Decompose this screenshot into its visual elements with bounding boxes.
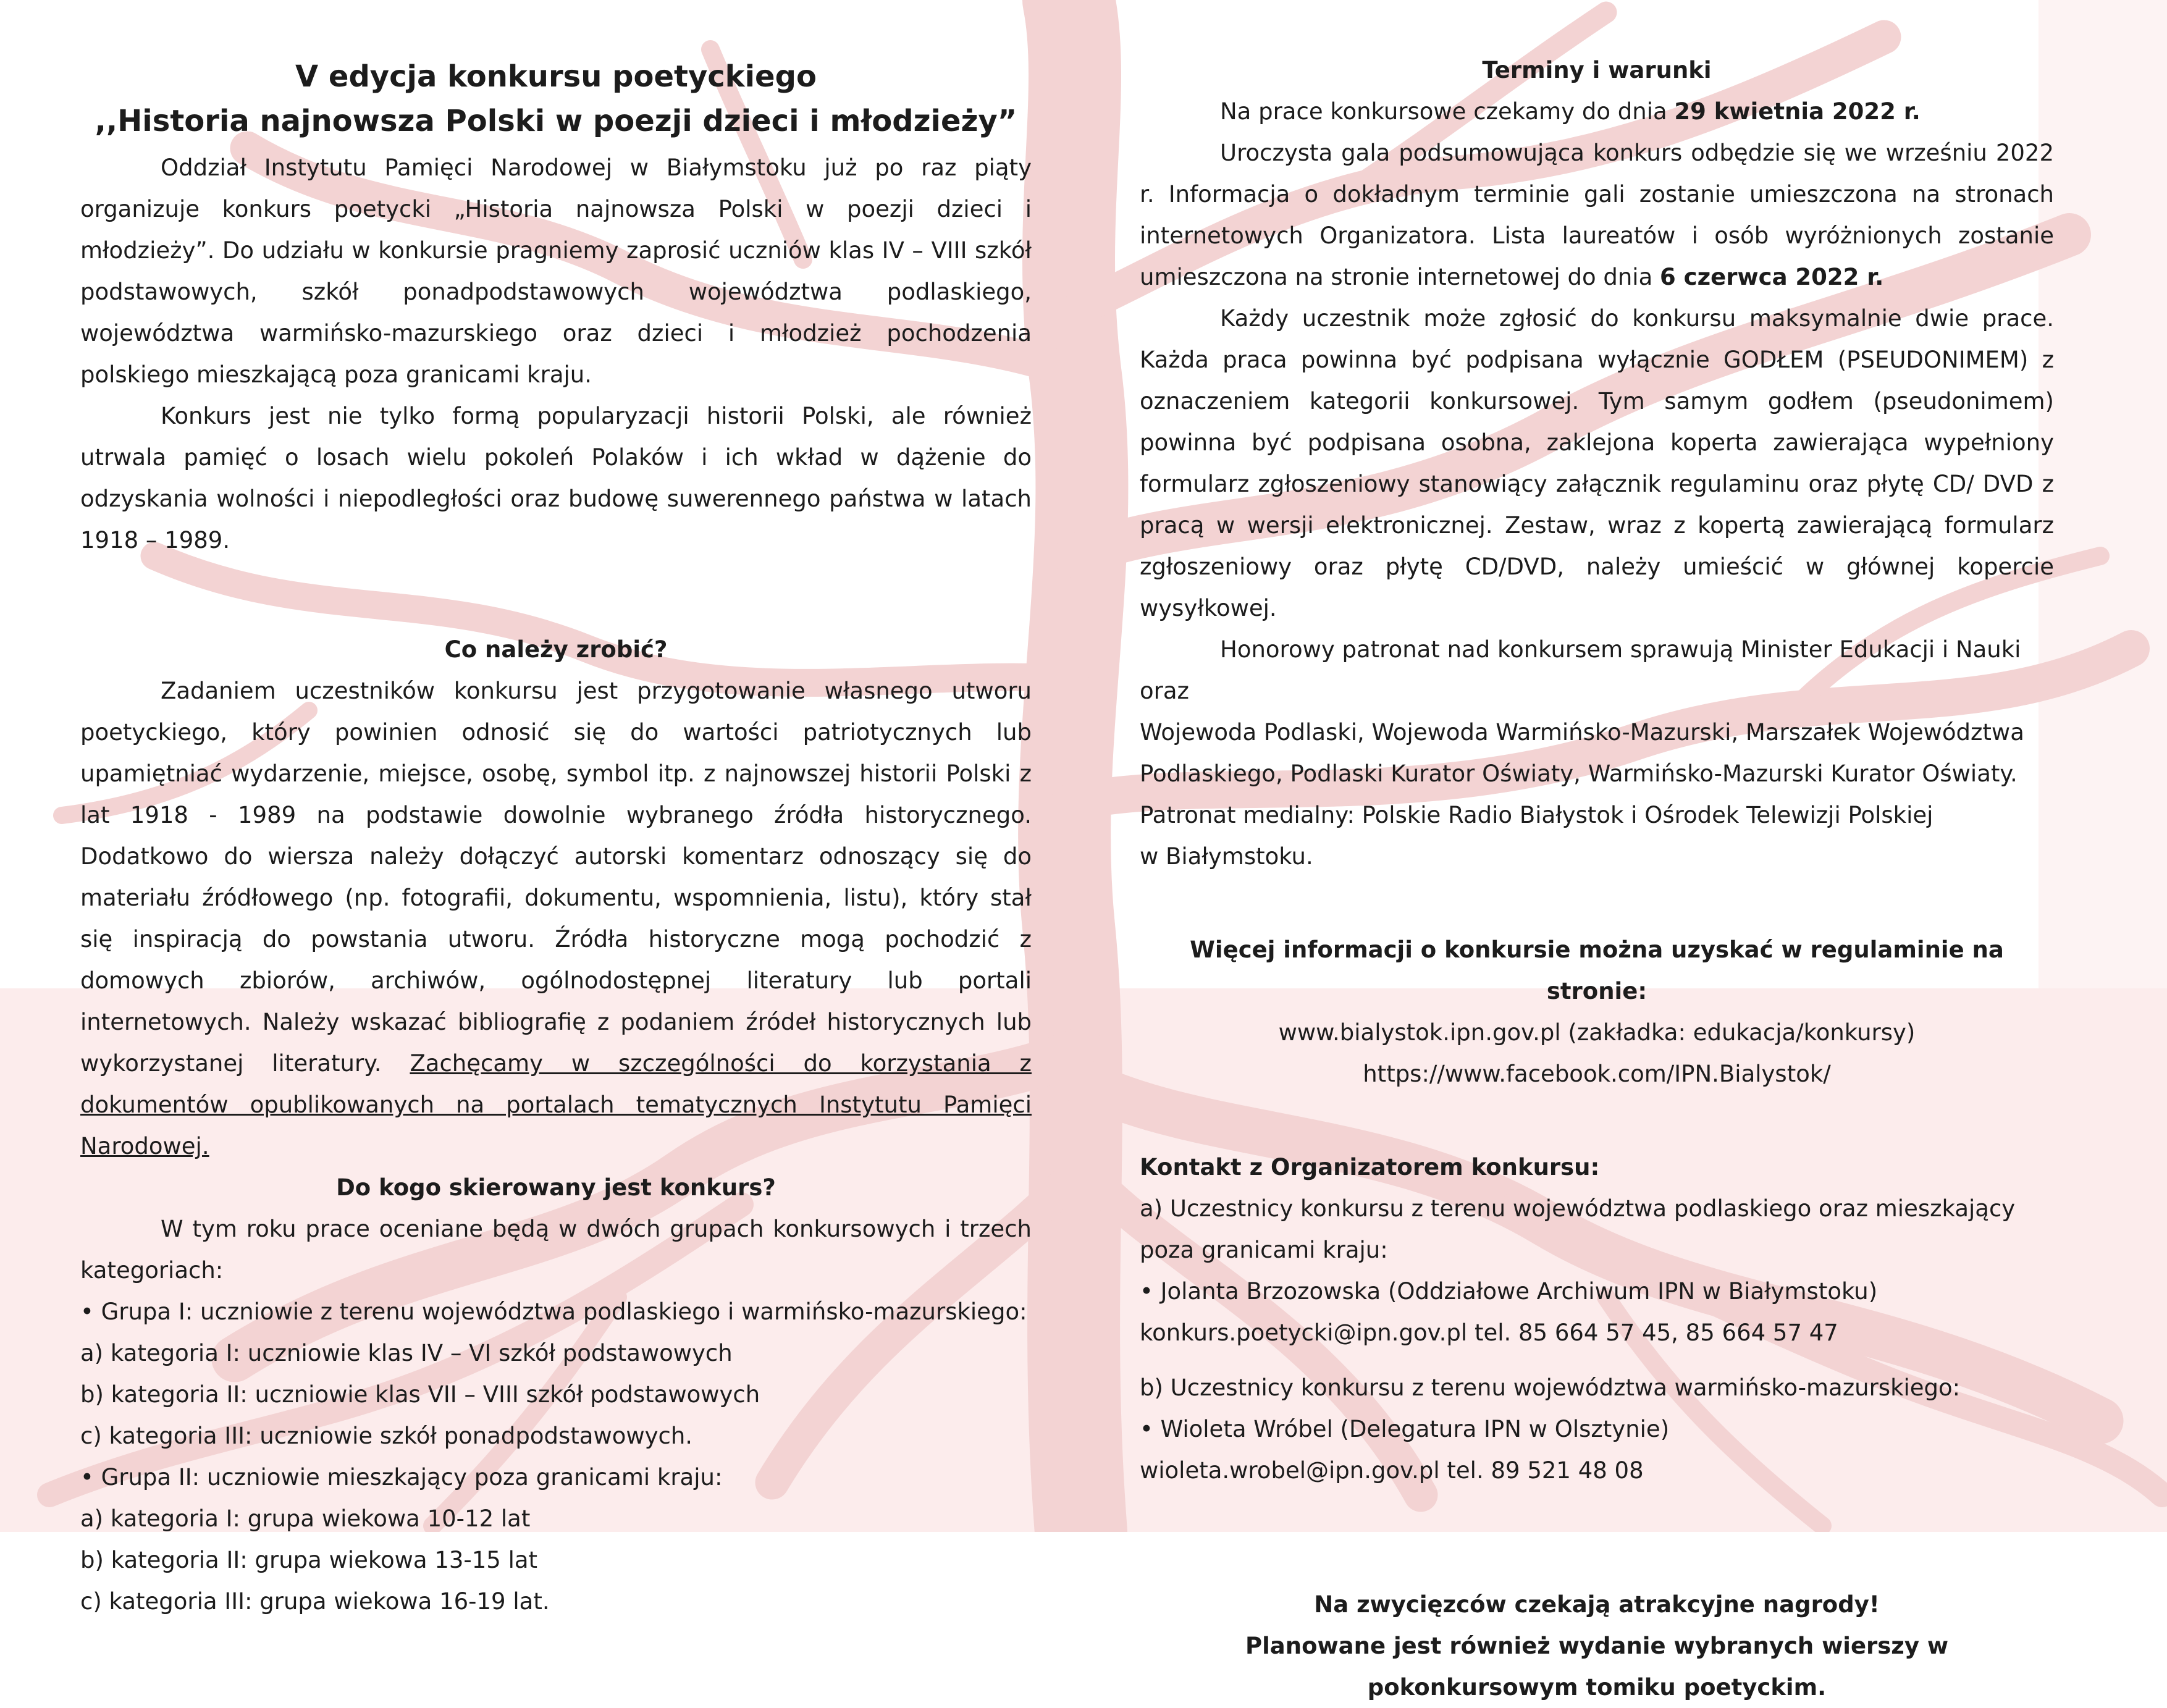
gala-date: 6 czerwca 2022 r. [1660, 264, 1884, 290]
main-title-line-2: ,,Historia najnowsza Polski w poezji dzieci i młodzieży” [95, 104, 1017, 138]
patronage-line: w Białymstoku. [1140, 843, 1313, 870]
deadline-date: 29 kwietnia 2022 r. [1674, 98, 1921, 125]
section-heading-terms: Terminy i warunki [1482, 57, 1712, 83]
intro-paragraph-1: Oddział Instytutu Pamięci Narodowej w Białymstoku już po raz piąty organizuje konkurs poetycki „Historia najnowsza Polski w poezji dzieci i młodzieży”. Do udziału w konkursie pragniemy zaprosić uczniów klas IV – VIII szkół podstawowych, szkół ponadpodstawowych województwa podlaskiego, województwa warmińsko-mazurskiego oraz dzieci i młodzież pochodzenia polskiego mieszkającą poza granicami kraju. [80, 154, 1032, 388]
rules-paragraph: Każdy uczestnik może zgłosić do konkursu maksymalnie dwie prace. Każda praca powinna być podpisana wyłącznie GODŁEM (PSEUDONIMEM) z oznaczeniem kategorii konkursowej. Tym samym godłem (pseudonimem) powinna być podpisana osobna, zaklejona koperta zawierająca wypełniony formularz zgłoszeniowy stanowiący załącznik regulaminu oraz płytę CD/ DVD z pracą w wersji elektronicznej. Zestaw, wraz z kopertą zawierającą formularz zgłoszeniowy oraz płytę CD/DVD, należy umieścić w głównej kopercie wysyłkowej. [1140, 305, 2054, 621]
list-item: c) kategoria III: uczniowie szkół ponadpodstawowych. [80, 1423, 693, 1449]
contact-details-b: wioleta.wrobel@ipn.gov.pl tel. 89 521 48 08 [1140, 1457, 1644, 1484]
section-what-to-do-text [80, 670, 1032, 1167]
patronage-line: Patronat medialny: Polskie Radio Białystok i Ośrodek Telewizji Polskiej [1140, 802, 1933, 828]
patronage-line: Podlaskiego, Podlaski Kurator Oświaty, Warmińsko-Mazurski Kurator Oświaty. [1140, 760, 2018, 787]
deadline-paragraph [1140, 91, 2054, 132]
list-item: a) kategoria I: grupa wiekowa 10-12 lat [80, 1505, 531, 1532]
deadline-text: Na prace konkursowe czekamy do dnia [1220, 98, 1675, 125]
intro-paragraph-2: Konkurs jest nie tylko formą popularyzacji historii Polski, ale również utrwala pamięć o losach wielu pokoleń Polaków i ich wkład w dążenie do odzyskania wolności i niepodległości oraz budowę suwerennego państwa w latach 1918 – 1989. [80, 403, 1032, 553]
list-item: b) kategoria II: uczniowie klas VII – VIII szkół podstawowych [80, 1381, 760, 1408]
list-item: c) kategoria III: grupa wiekowa 16-19 lat. [80, 1588, 550, 1615]
categories-list [80, 1291, 1032, 1622]
patronage-line: Honorowy patronat nad konkursem sprawują Minister Edukacji i Nauki oraz [1140, 636, 2021, 704]
contact-person-b: • Wioleta Wróbel (Delegatura IPN w Olsztynie) [1140, 1416, 1670, 1442]
list-item: • Grupa II: uczniowie mieszkający poza granicami kraju: [80, 1464, 723, 1491]
more-info-heading: Więcej informacji o konkursie można uzyskać w regulaminie na stronie: [1190, 936, 2004, 1004]
contact-heading: Kontakt z Organizatorem konkursu: [1140, 1154, 1600, 1180]
right-column [1140, 49, 2054, 1708]
section-heading-what-to-do: Co należy zrobić? [444, 636, 668, 663]
website-link[interactable]: www.bialystok.ipn.gov.pl (zakładka: edukacja/konkursy) [1278, 1019, 1916, 1046]
prizes-line: Na zwycięzców czekają atrakcyjne nagrody! [1314, 1591, 1880, 1618]
list-item: b) kategoria II: grupa wiekowa 13-15 lat [80, 1547, 538, 1573]
what-to-do-body: Zadaniem uczestników konkursu jest przygotowanie własnego utworu poetyckiego, który powinien odnosić się do wartości patriotycznych lub upamiętniać wydarzenie, miejsce, osobę, symbol itp. z najnowszej historii Polski z lat 1918 - 1989 na podstawie dowolnie wybranego źródła historycznego. Dodatkowo do wiersza należy dołączyć autorski komentarz odnoszący się do materiału źródłowego (np. fotografii, dokumentu, wspomnienia, listu), który stał się inspiracją do powstania utworu. Źródła historyczne mogą pochodzić z domowych zbiorów, archiwów, ogólnodostępnej literatury lub portali internetowych. Należy wskazać bibliografię z podaniem źródeł historycznych lub wykorzystanej literatury. [80, 678, 1032, 1077]
gala-text: Uroczysta gala podsumowująca konkurs odbędzie się we wrześniu 2022 r. Informacja o dokładnym terminie gali zostanie umieszczona na stronach internetowych Organizatora. Lista laureatów i osób wyróżnionych zostanie umieszczona na stronie internetowej do dnia [1140, 140, 2054, 290]
contact-person-a: • Jolanta Brzozowska (Oddziałowe Archiwum IPN w Białymstoku) [1140, 1278, 1878, 1305]
what-to-do-underlined-note: Zachęcamy w szczególności do korzystania z dokumentów opublikowanych na portalach tematycznych Instytutu Pamięci Narodowej. [80, 1050, 1032, 1159]
left-column [80, 54, 1032, 1622]
section-who-for-intro: W tym roku prace oceniane będą w dwóch grupach konkursowych i trzech kategoriach: [80, 1216, 1032, 1284]
list-item: • Grupa I: uczniowie z terenu województwa podlaskiego i warmińsko-mazurskiego: [80, 1298, 1027, 1325]
publication-note: Planowane jest również wydanie wybranych wierszy w pokonkursowym tomiku poetyckim. [1245, 1633, 1949, 1701]
section-heading-who-for: Do kogo skierowany jest konkurs? [336, 1174, 776, 1201]
contact-group-b: b) Uczestnicy konkursu z terenu województwa warmińsko-mazurskiego: [1140, 1374, 1961, 1401]
facebook-link[interactable]: https://www.facebook.com/IPN.Bialystok/ [1363, 1061, 1831, 1087]
main-title-line-1: V edycja konkursu poetyckiego [295, 59, 817, 94]
list-item: a) kategoria I: uczniowie klas IV – VI szkół podstawowych [80, 1340, 733, 1366]
contact-group-a: a) Uczestnicy konkursu z terenu województwa podlaskiego oraz mieszkający poza granicami kraju: [1140, 1195, 2016, 1263]
patronage-line: Wojewoda Podlaski, Wojewoda Warmińsko-Mazurski, Marszałek Województwa [1140, 719, 2024, 746]
gala-paragraph [1140, 132, 2054, 298]
contact-details-a: konkurs.poetycki@ipn.gov.pl tel. 85 664 57 45, 85 664 57 47 [1140, 1319, 1838, 1346]
